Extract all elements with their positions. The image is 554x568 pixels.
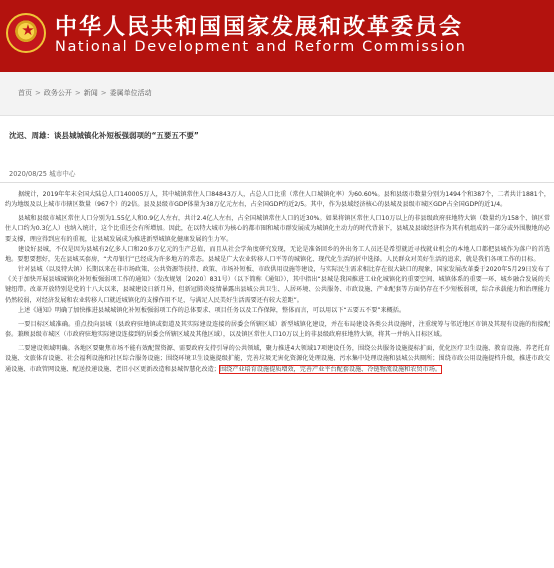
article-title: 沈迟、周雄：谈县城城镇化补短板强弱项的“五要五不要”	[9, 131, 199, 140]
breadcrumb-bar	[0, 72, 554, 116]
divider	[0, 182, 554, 183]
paragraph: 建设好县城，不仅是因为县城有2亿多人口和20多万亿元的生产总值，而且从社会学角度研究发现，无论是准备回乡的外出务工人员还是希望就近寻找就业机会的本地人口都把县城作为落户的首选地。要想要想好，先在县城买套房，“犬母银行”已经成为许多地方的常态。县城是广大农业转移人口平等的城镇化、现代化生活的折中选择。人民群众对美好生活的追求，就是我们各项工作的目标。	[5, 245, 550, 263]
breadcrumb	[18, 88, 152, 98]
paragraph-text: 二要建设领域明确。各地区要聚焦市场不能有效配置资源、需要政府支持引导的公共领域，聚力推进4大领域17项建设任务，围绕公共服务设施提标扩面，优化医疗卫生设施、教育设施、养老托育设施、文旅体育设施、社会福利设施和社区综合服务设施；围绕环境卫生设施提级扩能，完善垃圾无害化资源化处理设施、污水集中处理设施和县城公共厕所；围绕市政公用设施提档升级，推进市政交通设施、市政管网设施、配送投递设施、老旧小区更新改造和县城智慧化改造；	[5, 345, 550, 373]
national-emblem-icon	[6, 13, 46, 53]
paragraph: 一要目标区域准确。重点投向县城（县政府驻地镇或街道及其实际建设连接的居委会所辖区域）新型城镇化建设，并在布局建设各类公共设施时，注重统筹与邻近地区市镇及其现有设施的衔接配套。兼顾县级市城区（市政府驻地实际建设连接到的居委会所辖区域及其他区域），以及镇区常住人口10万以上的非县级政府驻地特大镇，将其一并纳入目标区域。	[5, 320, 550, 339]
breadcrumb-affiliated-units[interactable]: 委属单位活动	[109, 89, 152, 97]
paragraph: 上述《通知》明确了加快推进县城城镇化补短板强弱项工作的总体要求、项目任务以及工作保障，整体而言，可以用以下“五要五不要”来概括。	[18, 306, 406, 314]
site-header	[0, 0, 554, 72]
paragraph: 县城和县级市城区常住人口分别为1.55亿人和0.9亿人左右，共计2.4亿人左右，占全国城镇常住人口的近30%。如果将镇区常住人口10万以上的非县级政府驻地特大镇（数量约为158个、镇区常住人口约为0.3亿人）也纳入统计，这个比重还会有所增加。因此，在以特大城市为核心的都市圈和城市群发展成为城镇化主动力的时代背景下，县城及县域经济作为其有机组成的一部分或外围腹地的必要支撑，理应得到应有的重视，让县城发展成为推进新型城镇化健康发展的生力军。	[5, 215, 550, 243]
breadcrumb-news[interactable]: 新闻	[83, 89, 98, 97]
breadcrumb-separator: >	[100, 89, 107, 97]
breadcrumb-separator: >	[35, 89, 41, 97]
paragraph	[5, 344, 550, 374]
site-title-chinese[interactable]: 中华人民共和国国家发展和改革委员会	[55, 15, 464, 40]
site-title-english[interactable]: National Development and Reform Commission	[55, 39, 467, 55]
article-meta: 2020/08/25 城市中心	[9, 170, 76, 178]
highlighted-sentence: 围绕产业培育设施提质增效，完善产业平台配套设施、冷链物流设施和农贸市场。	[219, 365, 442, 373]
article-body	[5, 190, 550, 375]
breadcrumb-home[interactable]: 首页	[18, 89, 32, 97]
breadcrumb-separator: >	[74, 89, 81, 97]
star-icon: ★	[21, 21, 35, 39]
paragraph: 据统计，2019年年末全国大陆总人口140005万人，其中城镇常住人口84843万人，占总人口比重（常住人口城镇化率）为60.60%。县和县级市数量分别为1494个和387个，二者共计1881个，约为地级及以上城市市辖区数量（967个）的2倍。县及县级市GDP体量为38万亿元左右，占全国GDP的近2/5。其中，作为县域经济核心的县城及县级市城区GDP占全国GDP的近1/4。	[5, 191, 550, 209]
breadcrumb-government-affairs[interactable]: 政务公开	[43, 89, 72, 97]
paragraph: 针对县城（以及特大镇）长期以来在非市场政策、公共资源等扶持、政策、市场补短板、市政供用设施等建设，与实际民生需求相比存在很大缺口的现象，国家发展改革委于2020年5月29日发布了《关于加快开展县城城镇化补短板强弱项工作的通知》（发改规划〔2020〕831号）（以下简称《通知》），其中指出“县城是我国推进工业化城镇化的重要空间、城镇体系的重要一环、城乡融合发展的关键纽带。改革开放特别是党的十八大以来，县城建设日新月异，但新冠肺炎疫情暴露出县城公共卫生、人居环境、公共服务、市政设施、产业配套等方面仍存在不少短板弱项，综合承载能力和治理能力仍然较弱，对经济发展和农业转移人口就近城镇化的支撑作用不足，与满足人民美好生活需要还有较大差距”。	[5, 266, 550, 304]
